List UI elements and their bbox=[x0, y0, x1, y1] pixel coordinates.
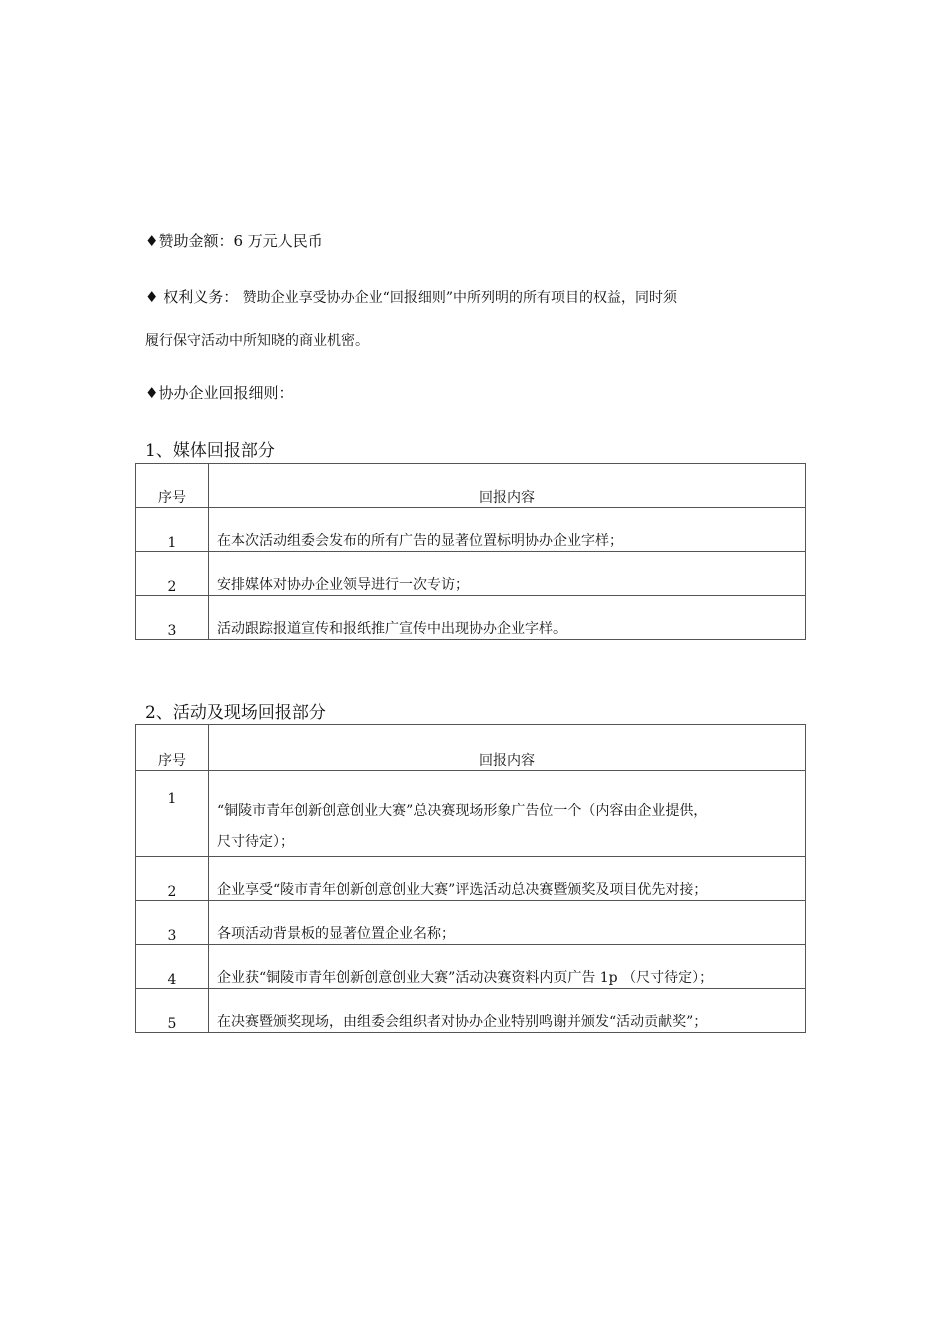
row-content bbox=[209, 771, 806, 857]
row-no: 2 bbox=[136, 552, 209, 596]
table-row bbox=[136, 945, 806, 989]
row-content: 企业享受“陵市青年创新创意创业大赛”评选活动总决赛暨颁奖及项目优先对接； bbox=[209, 857, 806, 901]
row-content: 企业获“铜陵市青年创新创意创业大赛”活动决赛资料内页广告 1p （尺寸待定）； bbox=[209, 945, 806, 989]
row-content: 活动跟踪报道宣传和报纸推广宣传中出现协办企业字样。 bbox=[209, 596, 806, 640]
rights-paragraph bbox=[145, 286, 677, 307]
header-no: 序号 bbox=[136, 725, 209, 771]
row-content-line1: “铜陵市青年创新创意创业大赛”总决赛现场形象广告位一个（内容由企业提供， bbox=[217, 803, 708, 819]
event-returns-table bbox=[135, 724, 806, 1033]
rights-label: ♦ 权利义务： bbox=[145, 288, 239, 306]
row-no: 3 bbox=[136, 596, 209, 640]
row-no: 4 bbox=[136, 945, 209, 989]
sponsor-amount: ♦赞助金额：6 万元人民币 bbox=[145, 232, 323, 250]
table-header-row bbox=[136, 725, 806, 771]
row-no: 5 bbox=[136, 989, 209, 1033]
row-no: 2 bbox=[136, 857, 209, 901]
table-row bbox=[136, 989, 806, 1033]
row-content: 在本次活动组委会发布的所有广告的显著位置标明协办企业字样； bbox=[209, 508, 806, 552]
header-content: 回报内容 bbox=[209, 464, 806, 508]
row-content: 各项活动背景板的显著位置企业名称； bbox=[209, 901, 806, 945]
header-content: 回报内容 bbox=[209, 725, 806, 771]
row-no: 1 bbox=[136, 771, 209, 857]
row-content: 安排媒体对协办企业领导进行一次专访； bbox=[209, 552, 806, 596]
table-row bbox=[136, 596, 806, 640]
table-row bbox=[136, 857, 806, 901]
table-row bbox=[136, 771, 806, 857]
rights-text-continued: 履行保守活动中所知晓的商业机密。 bbox=[145, 333, 369, 349]
row-content: 在决赛暨颁奖现场，由组委会组织者对协办企业特别鸣谢并颁发“活动贡献奖”； bbox=[209, 989, 806, 1033]
section2-title: 2、活动及现场回报部分 bbox=[145, 703, 326, 723]
row-content-line2: 尺寸待定）； bbox=[217, 834, 294, 850]
table-row bbox=[136, 508, 806, 552]
header-no: 序号 bbox=[136, 464, 209, 508]
table-row bbox=[136, 901, 806, 945]
media-returns-table bbox=[135, 463, 806, 640]
section1-title: 1、媒体回报部分 bbox=[145, 441, 275, 461]
table-row bbox=[136, 552, 806, 596]
table-header-row bbox=[136, 464, 806, 508]
returns-title: ♦协办企业回报细则： bbox=[145, 384, 294, 402]
row-no: 1 bbox=[136, 508, 209, 552]
rights-text: 赞助企业享受协办企业“回报细则”中所列明的所有项目的权益，同时须 bbox=[242, 290, 677, 306]
row-no: 3 bbox=[136, 901, 209, 945]
